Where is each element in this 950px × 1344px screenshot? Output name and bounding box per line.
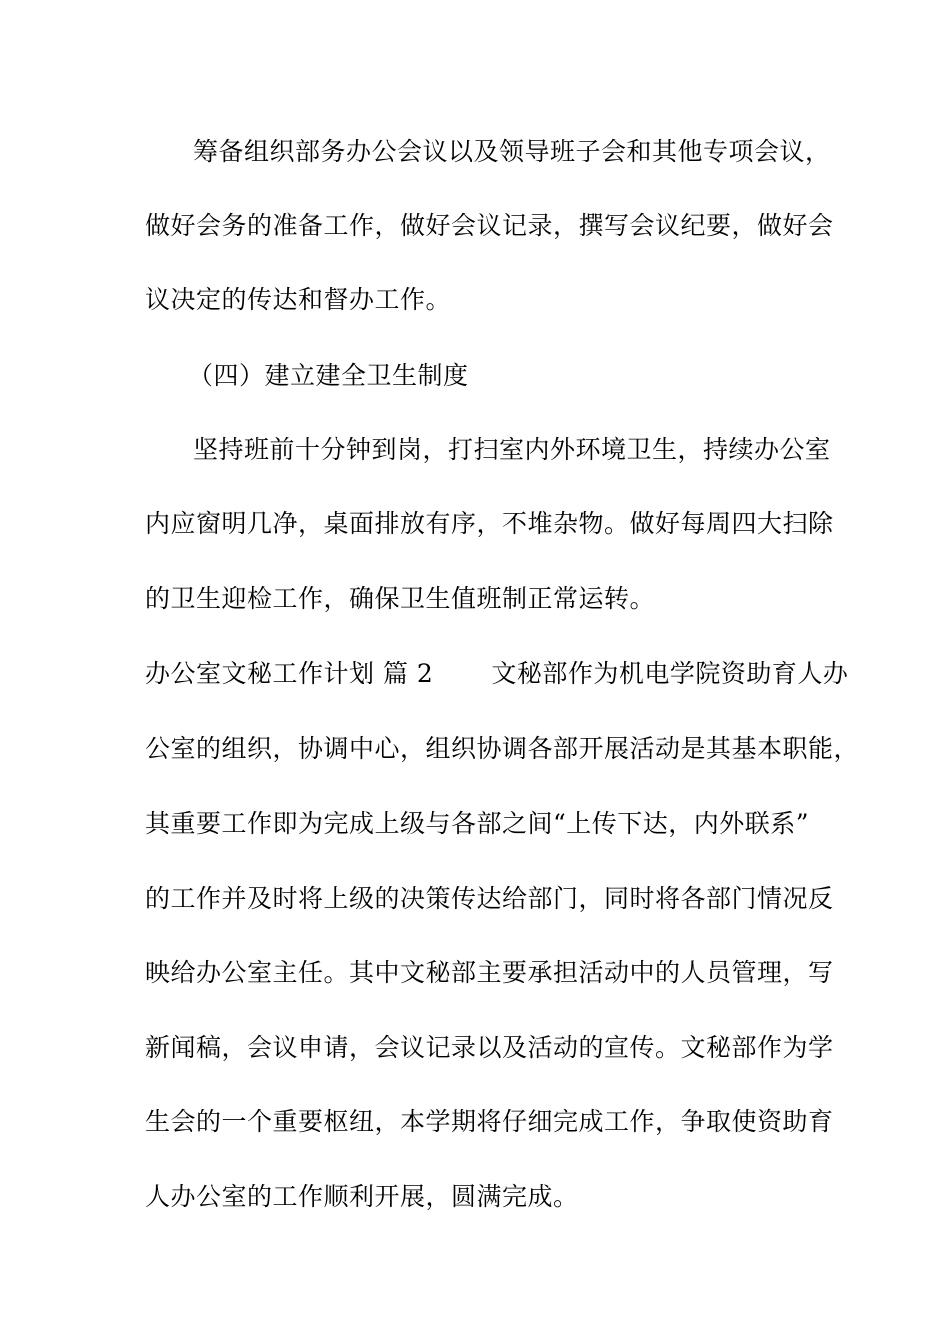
article-body-start: 文秘部作为机电学院资助育人办: [491, 659, 849, 688]
paragraph-line: 其重要工作即为完成上级与各部之间“上传下达，内外联系”: [145, 809, 810, 838]
paragraph-line: 生会的一个重要枢纽，本学期将仔细完成工作，争取使资助育: [145, 1107, 834, 1136]
paragraph-line: 内应窗明几净，桌面排放有序，不堆杂物。做好每周四大扫除: [145, 509, 834, 538]
paragraph-line: 人办公室的工作顺利开展，圆满完成。: [145, 1182, 579, 1211]
paragraph-line: 新闻稿，会议申请，会议记录以及活动的宣传。文秘部作为学: [145, 1033, 834, 1062]
article-part: 篇 2: [382, 659, 434, 688]
article-heading-line: [145, 659, 849, 689]
paragraph-line: 做好会务的准备工作，做好会议记录，撰写会议纪要，做好会: [145, 211, 834, 240]
paragraph-line: 的工作并及时将上级的决策传达给部门，同时将各部门情况反: [145, 884, 834, 913]
paragraph-line: 公室的组织，协调中心，组织协调各部开展活动是其基本职能，: [145, 734, 860, 763]
paragraph-line: 坚持班前十分钟到岗，打扫室内外环境卫生，持续办公室: [193, 435, 831, 464]
section-heading: （四）建立建全卫生制度: [188, 361, 469, 390]
article-title: 办公室文秘工作计划: [145, 659, 375, 688]
paragraph-line: 筹备组织部务办公会议以及领导班子会和其他专项会议，: [193, 137, 831, 166]
paragraph-line: 映给办公室主任。其中文秘部主要承担活动中的人员管理，写: [145, 958, 834, 987]
paragraph-line: 议决定的传达和督办工作。: [145, 285, 452, 314]
paragraph-line: 的卫生迎检工作，确保卫生值班制正常运转。: [145, 584, 656, 613]
